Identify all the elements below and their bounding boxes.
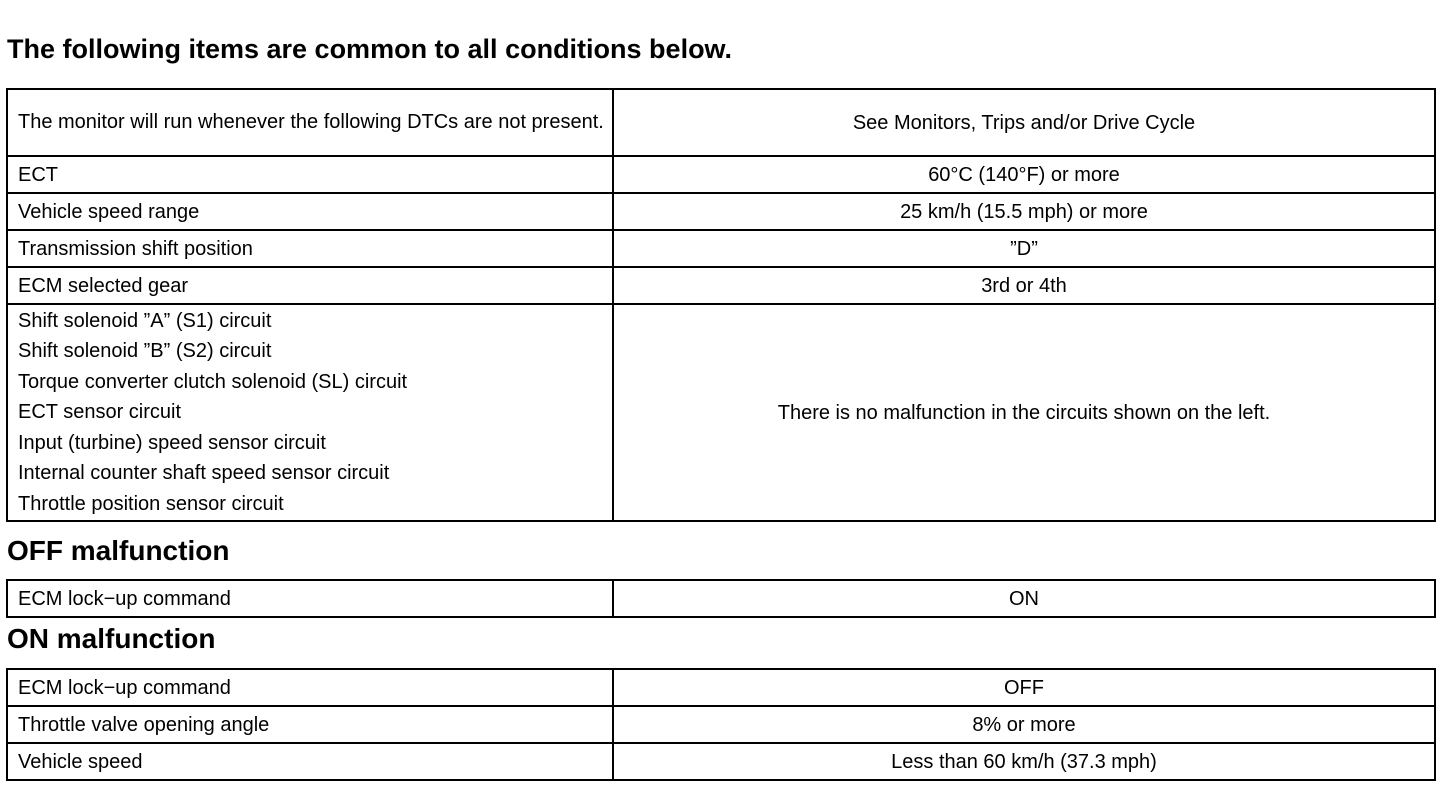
table-row (7, 304, 1435, 521)
on-malfunction-heading: ON malfunction (7, 623, 216, 654)
common-conditions-table (6, 88, 1436, 522)
off-malfunction-heading: OFF malfunction (7, 535, 230, 566)
circuit-item: Input (turbine) speed sensor circuit (18, 431, 326, 454)
table-row (7, 193, 1435, 230)
condition-value: OFF (613, 669, 1435, 706)
table-row (7, 89, 1435, 156)
circuit-item: Torque converter clutch solenoid (SL) circuit (18, 370, 408, 393)
condition-label: ECM lock−up command (7, 580, 613, 617)
condition-value: 25 km/h (15.5 mph) or more (613, 193, 1435, 230)
table-row (7, 669, 1435, 706)
condition-label: Vehicle speed range (7, 193, 613, 230)
table-row (7, 743, 1435, 780)
circuit-item: ECT sensor circuit (18, 401, 182, 424)
condition-label: ECM selected gear (7, 267, 613, 304)
on-malfunction-table (6, 668, 1436, 781)
condition-label: Transmission shift position (7, 230, 613, 267)
condition-value: 3rd or 4th (613, 267, 1435, 304)
circuit-list (7, 304, 613, 521)
condition-label: ECT (7, 156, 613, 193)
condition-value: 8% or more (613, 706, 1435, 743)
circuit-item: Shift solenoid ”A” (S1) circuit (18, 310, 272, 333)
circuit-item: Shift solenoid ”B” (S2) circuit (18, 340, 272, 363)
condition-value: There is no malfunction in the circuits shown on the left. (613, 304, 1435, 521)
condition-value: ON (613, 580, 1435, 617)
condition-value: Less than 60 km/h (37.3 mph) (613, 743, 1435, 780)
condition-value: 60°C (140°F) or more (613, 156, 1435, 193)
condition-label: The monitor will run whenever the following DTCs are not present. (7, 89, 613, 156)
condition-label: Throttle valve opening angle (7, 706, 613, 743)
common-conditions-heading: The following items are common to all conditions below. (7, 34, 733, 64)
condition-label: Vehicle speed (7, 743, 613, 780)
condition-label: ECM lock−up command (7, 669, 613, 706)
circuit-item: Throttle position sensor circuit (18, 492, 284, 515)
table-row (7, 580, 1435, 617)
condition-value: ”D” (613, 230, 1435, 267)
table-row (7, 706, 1435, 743)
table-row (7, 156, 1435, 193)
table-row (7, 267, 1435, 304)
condition-value: See Monitors, Trips and/or Drive Cycle (613, 89, 1435, 156)
circuit-item: Internal counter shaft speed sensor circuit (18, 462, 390, 485)
off-malfunction-table (6, 579, 1436, 618)
table-row (7, 230, 1435, 267)
